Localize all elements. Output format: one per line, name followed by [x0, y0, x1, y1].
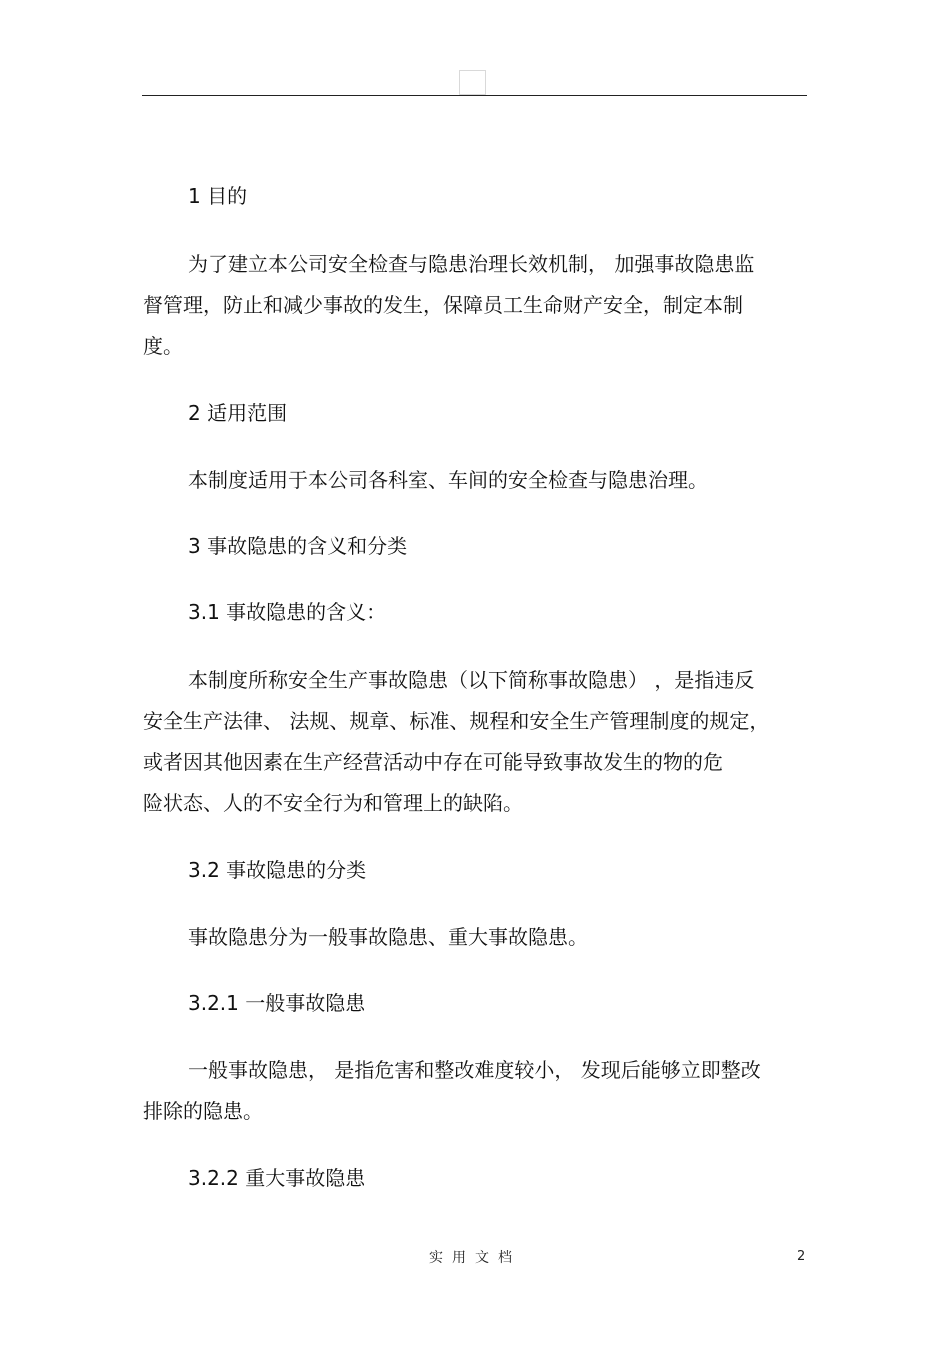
- header-page-box: [459, 70, 486, 95]
- section-heading-purpose: 1 目的: [188, 184, 248, 208]
- paragraph-purpose-line-2: 督管理，防止和减少事故的发生，保障员工生命财产安全，制定本制: [143, 293, 743, 317]
- paragraph-purpose-line-3: 度。: [143, 334, 183, 358]
- paragraph-purpose-line-1: 为了建立本公司安全检查与隐患治理长效机制， 加强事故隐患监: [188, 252, 755, 276]
- paragraph-meaning-line-1: 本制度所称安全生产事故隐患（以下简称事故隐患） ，是指违反: [188, 668, 755, 692]
- subsubsection-heading-general-hazard: 3.2.1 一般事故隐患: [188, 991, 366, 1015]
- footer-label: 实用文档: [429, 1250, 521, 1266]
- page-number: 2: [797, 1249, 806, 1264]
- subsection-heading-meaning: 3.1 事故隐患的含义：: [188, 600, 387, 624]
- section-heading-meaning-classification: 3 事故隐患的含义和分类: [188, 534, 408, 558]
- paragraph-meaning-line-4: 险状态、人的不安全行为和管理上的缺陷。: [143, 791, 523, 815]
- paragraph-scope-line-1: 本制度适用于本公司各科室、车间的安全检查与隐患治理。: [188, 468, 708, 492]
- paragraph-meaning-line-2: 安全生产法律、 法规、规章、标准、规程和安全生产管理制度的规定，: [143, 709, 770, 733]
- section-heading-scope: 2 适用范围: [188, 401, 288, 425]
- header-rule: [142, 95, 807, 96]
- paragraph-general-hazard-line-2: 排除的隐患。: [143, 1099, 263, 1123]
- subsection-heading-classification: 3.2 事故隐患的分类: [188, 858, 367, 882]
- paragraph-meaning-line-3: 或者因其他因素在生产经营活动中存在可能导致事故发生的物的危: [143, 750, 723, 774]
- paragraph-classification-line-1: 事故隐患分为一般事故隐患、重大事故隐患。: [188, 925, 588, 949]
- paragraph-general-hazard-line-1: 一般事故隐患， 是指危害和整改难度较小， 发现后能够立即整改: [188, 1058, 761, 1082]
- subsubsection-heading-major-hazard: 3.2.2 重大事故隐患: [188, 1166, 366, 1190]
